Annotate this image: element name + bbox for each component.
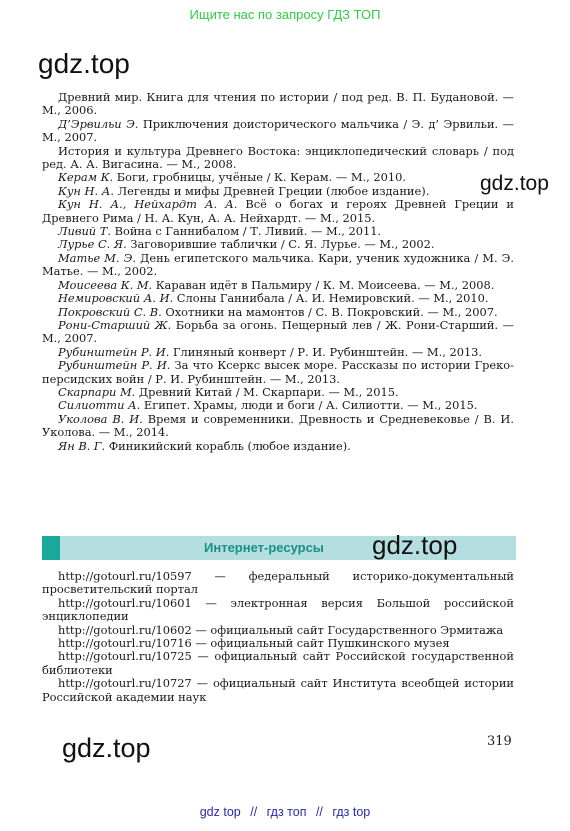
reference-author: Покровский С. В. xyxy=(58,304,162,319)
reference-item xyxy=(42,252,514,279)
reference-author: Лурье С. Я. xyxy=(58,237,127,252)
link-separator: // xyxy=(250,805,258,819)
reference-author: Ливий Т. xyxy=(58,224,111,239)
reference-author: Кун Н. А. xyxy=(58,183,114,198)
reference-author: Рони-Старший Ж. xyxy=(58,317,172,332)
resource-link[interactable]: http://gotourl.ru/10601 — электронная версия Большой российской энциклопедии xyxy=(42,595,514,624)
bottom-link[interactable]: гдз топ xyxy=(266,805,307,819)
reference-author: Моисеева К. М. xyxy=(58,277,153,292)
reference-author: Рубинштейн Р. И. xyxy=(58,344,170,359)
watermark: gdz.top xyxy=(62,733,151,763)
watermark: gdz.top xyxy=(372,530,458,560)
bottom-link[interactable]: гдз top xyxy=(332,805,371,819)
bottom-link[interactable]: gdz top xyxy=(199,805,241,819)
internet-resources-list xyxy=(42,570,514,704)
reference-item xyxy=(42,145,514,172)
top-banner[interactable]: Ищите нас по запросу ГДЗ ТОП xyxy=(189,7,381,22)
reference-item xyxy=(42,91,514,118)
reference-author: Матье М. Э. xyxy=(58,250,137,265)
reference-item xyxy=(42,440,514,453)
reference-item xyxy=(42,399,514,412)
reference-text: Слоны Ганнибала / А. И. Немировский. — М., 2010. xyxy=(173,291,489,306)
reference-item xyxy=(42,306,514,319)
section-accent-block xyxy=(42,536,60,560)
reference-item xyxy=(42,118,514,145)
reference-author: Силиотти А. xyxy=(58,398,141,413)
resource-link[interactable]: http://gotourl.ru/10597 — федеральный историко-документальный просветительский портал xyxy=(42,569,514,597)
resource-link[interactable]: http://gotourl.ru/10727 — официальный сайт Института всеобщей истории Российской академии наук xyxy=(42,676,514,704)
reference-item xyxy=(42,319,514,346)
reference-item xyxy=(42,386,514,399)
reference-text: Древний Китай / М. Скарпари. — М., 2015. xyxy=(135,384,399,399)
reference-author: Скарпари М. xyxy=(58,384,136,399)
reference-text: Боги, гробницы, учёные / К. Керам. — М., 2010. xyxy=(113,170,406,185)
reference-text: Египет. Храмы, люди и боги / А. Силиотти. — М., 2015. xyxy=(140,398,478,413)
reference-item xyxy=(42,225,514,238)
reference-item xyxy=(42,238,514,251)
reference-author: Уколова В. И. xyxy=(58,411,143,426)
reference-item xyxy=(42,171,514,184)
resource-link[interactable]: http://gotourl.ru/10725 — официальный сайт Российской государственной библиотеки xyxy=(42,649,514,677)
reference-text: Охотники на мамонтов / С. В. Покровский. — М., 2007. xyxy=(161,304,498,319)
reference-text: Заговорившие таблички / С. Я. Лурье. — М., 2002. xyxy=(126,237,435,252)
reference-author: Немировский А. И. xyxy=(58,291,174,306)
reference-text: Глиняный конверт / Р. И. Рубинштейн. — М., 2013. xyxy=(169,344,483,359)
watermark: gdz.top xyxy=(480,172,549,195)
reference-text: За что Ксеркс высек море. Рассказы по истории Греко-персидских войн / Р. И. Рубинштейн. — М., 2013. xyxy=(42,358,514,386)
reference-text: Финикийский корабль (любое издание). xyxy=(105,438,351,453)
reference-text: Война с Ганнибалом / Т. Ливий. — М., 2011. xyxy=(110,224,382,239)
reference-item xyxy=(42,292,514,305)
reference-text: День египетского мальчика. Кари, ученик художника / М. Э. Матье. — М., 2002. xyxy=(42,250,515,279)
reference-author: Рубинштейн Р. И. xyxy=(58,358,171,373)
page-number: 319 xyxy=(487,734,512,749)
reference-text: Легенды и мифы Древней Греции (любое издание). xyxy=(113,183,430,198)
section-title: Интернет-ресурсы xyxy=(204,540,324,555)
resource-link[interactable]: http://gotourl.ru/10602 — официальный сайт Государственного Эрмитажа xyxy=(58,622,504,637)
reference-item xyxy=(42,185,514,198)
watermark: gdz.top xyxy=(38,48,130,79)
reference-item xyxy=(42,279,514,292)
resource-link[interactable]: http://gotourl.ru/10716 — официальный сайт Пушкинского музея xyxy=(58,636,450,651)
reference-item xyxy=(42,346,514,359)
reference-item xyxy=(42,413,514,440)
reference-item xyxy=(42,198,514,225)
reference-item xyxy=(42,359,514,386)
reference-author: Керам К. xyxy=(58,170,114,185)
bottom-links xyxy=(0,805,570,819)
link-separator: // xyxy=(315,805,323,819)
reference-text: Всё о богах и героях Древней Греции и Древнего Рима / Н. А. Кун, А. А. Нейхардт. — М., 2015. xyxy=(42,197,514,225)
reference-text: Время и современники. Древность и Средневековье / В. И. Уколова. — М., 2014. xyxy=(42,411,514,440)
reference-text: Древний мир. Книга для чтения по истории / под ред. В. П. Будановой. — М., 2006. xyxy=(42,90,514,118)
reference-author: Кун Н. А., Нейхардт А. А. xyxy=(58,197,238,212)
references-list xyxy=(42,91,514,453)
reference-text: Борьба за огонь. Пещерный лев / Ж. Рони-Старший. — М., 2007. xyxy=(42,317,514,346)
reference-text: История и культура Древнего Востока: энциклопедический словарь / под ред. А. А. Вигасина. — М., 2008. xyxy=(42,143,514,172)
reference-text: Караван идёт в Пальмиру / К. М. Моисеева. — М., 2008. xyxy=(152,277,495,292)
reference-author: Д’Эрвильи Э. xyxy=(58,116,139,131)
reference-text: Приключения доисторического мальчика / Э. д’ Эрвильи. — М., 2007. xyxy=(42,116,514,145)
reference-author: Ян В. Г. xyxy=(58,438,106,453)
